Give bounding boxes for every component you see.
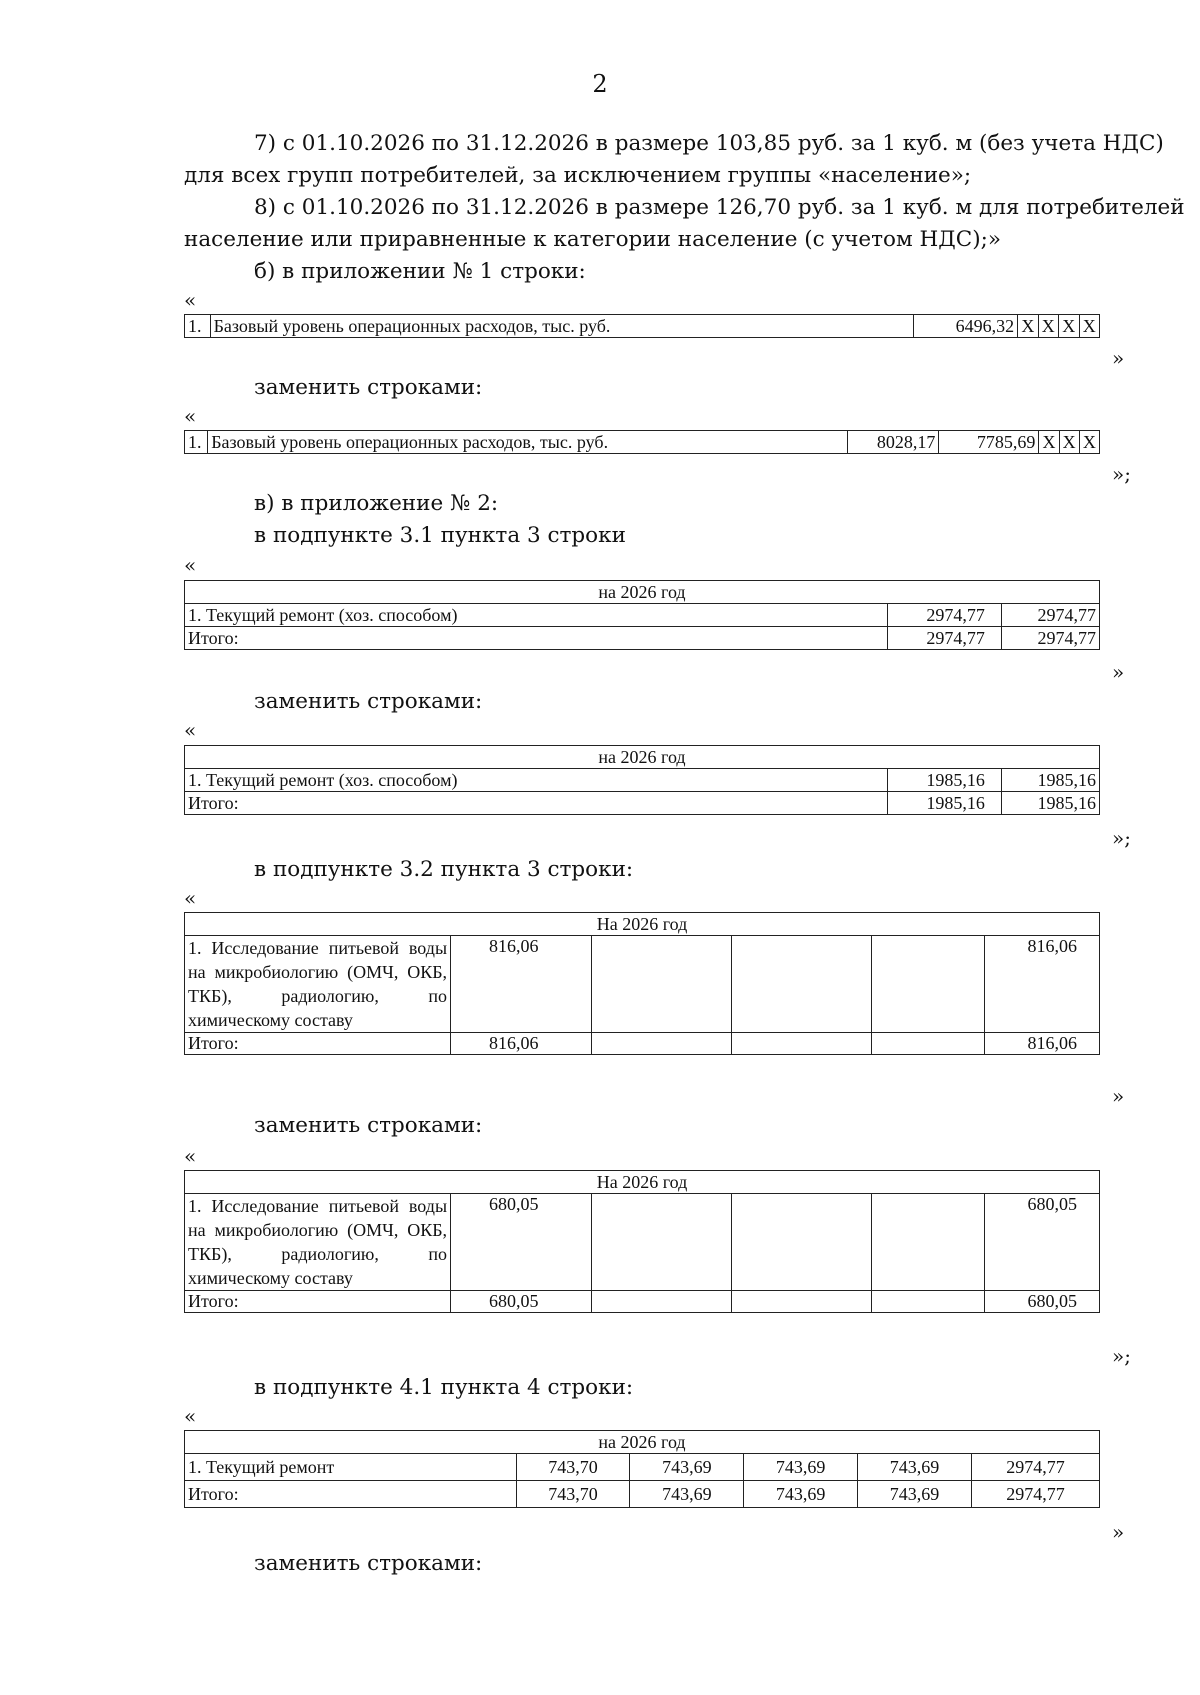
table-3-1-old xyxy=(184,580,1100,650)
empty-cell xyxy=(591,1194,731,1291)
row-label: Базовый уровень операционных расходов, тыс. руб. xyxy=(208,431,847,454)
empty-cell xyxy=(872,1291,985,1313)
empty-cell xyxy=(872,1194,985,1291)
item-7-line-2: для всех групп потребителей, за исключением группы «население»; xyxy=(184,163,972,188)
quarter-value: 743,69 xyxy=(630,1454,744,1481)
mark-cell: Х xyxy=(1039,431,1059,454)
empty-cell xyxy=(591,1033,731,1055)
close-quote-semicolon: »; xyxy=(1112,462,1131,486)
open-quote: « xyxy=(184,1404,197,1428)
mark-cell: Х xyxy=(1018,315,1038,338)
row-total: 1985,16 xyxy=(1001,769,1099,792)
close-quote: » xyxy=(1112,346,1125,370)
empty-cell xyxy=(872,936,985,1033)
row-label: Базовый уровень операционных расходов, тыс. руб. xyxy=(210,315,913,338)
subsection-3-2-heading: в подпункте 3.2 пункта 3 строки: xyxy=(254,857,634,882)
row-label: 1. Исследование питьевой воды на микробиологию (ОМЧ, ОКБ, ТКБ), радиологию, по химическому составу xyxy=(185,936,451,1033)
table-header: На 2026 год xyxy=(185,1171,1100,1194)
replace-label-1: заменить строками: xyxy=(254,375,483,400)
total-value: 1985,16 xyxy=(888,792,1001,815)
total-total: 680,05 xyxy=(984,1291,1099,1313)
quarter-total: 743,69 xyxy=(744,1481,858,1508)
empty-cell xyxy=(732,936,872,1033)
open-quote: « xyxy=(184,553,197,577)
total-total: 1985,16 xyxy=(1001,792,1099,815)
total-total: 2974,77 xyxy=(1001,627,1099,650)
mark-cell: Х xyxy=(1079,431,1099,454)
empty-cell xyxy=(732,1194,872,1291)
table-3-1-new xyxy=(184,745,1100,815)
row-label: 1. Текущий ремонт (хоз. способом) xyxy=(185,769,888,792)
total-label: Итого: xyxy=(185,1481,517,1508)
quarter-total: 743,70 xyxy=(516,1481,630,1508)
row-total: 2974,77 xyxy=(1001,604,1099,627)
grand-total: 2974,77 xyxy=(971,1481,1099,1508)
base-value: 6496,32 xyxy=(913,315,1017,338)
total-value: 2974,77 xyxy=(888,627,1001,650)
open-quote: « xyxy=(184,718,197,742)
item-8-line-2: население или приравненные к категории население (с учетом НДС);» xyxy=(184,227,1001,252)
table-app1-new xyxy=(184,430,1100,454)
replace-label-2: заменить строками: xyxy=(254,689,483,714)
open-quote: « xyxy=(184,404,197,428)
row-label: 1. Исследование питьевой воды на микробиологию (ОМЧ, ОКБ, ТКБ), радиологию, по химическому составу xyxy=(185,1194,451,1291)
total-label: Итого: xyxy=(185,627,888,650)
subsection-3-1-heading: в подпункте 3.1 пункта 3 строки xyxy=(254,523,626,548)
empty-cell xyxy=(732,1291,872,1313)
quarter-total: 743,69 xyxy=(858,1481,972,1508)
table-4-1-old xyxy=(184,1430,1100,1508)
empty-cell xyxy=(732,1033,872,1055)
row-value: 816,06 xyxy=(451,936,592,1033)
open-quote: « xyxy=(184,288,197,312)
empty-cell xyxy=(591,936,731,1033)
total-label: Итого: xyxy=(185,1291,451,1313)
mark-cell: Х xyxy=(1038,315,1058,338)
quarter-value: 743,70 xyxy=(516,1454,630,1481)
row-number: 1. xyxy=(185,315,211,338)
close-quote: » xyxy=(1112,1084,1125,1108)
page-number: 2 xyxy=(592,70,608,98)
mark-cell: Х xyxy=(1059,315,1079,338)
table-header: на 2026 год xyxy=(185,746,1100,769)
empty-cell xyxy=(591,1291,731,1313)
replace-label-3: заменить строками: xyxy=(254,1113,483,1138)
close-quote: » xyxy=(1112,660,1125,684)
item-8-line-1: 8) с 01.10.2026 по 31.12.2026 в размере 126,70 руб. за 1 куб. м для потребителей xyxy=(254,195,1185,220)
table-header: На 2026 год xyxy=(185,913,1100,936)
value-1: 8028,17 xyxy=(847,431,939,454)
quarter-value: 743,69 xyxy=(858,1454,972,1481)
table-header: на 2026 год xyxy=(185,1431,1100,1454)
table-header: на 2026 год xyxy=(185,581,1100,604)
total-label: Итого: xyxy=(185,792,888,815)
row-value: 2974,77 xyxy=(888,604,1001,627)
item-7-line-1: 7) с 01.10.2026 по 31.12.2026 в размере 103,85 руб. за 1 куб. м (без учета НДС) xyxy=(254,131,1164,156)
row-label: 1. Текущий ремонт (хоз. способом) xyxy=(185,604,888,627)
total-label: Итого: xyxy=(185,1033,451,1055)
close-quote-semicolon: »; xyxy=(1112,826,1131,850)
row-value: 680,05 xyxy=(451,1194,592,1291)
table-3-2-old xyxy=(184,912,1100,1055)
row-total: 680,05 xyxy=(984,1194,1099,1291)
mark-cell: Х xyxy=(1079,315,1100,338)
mark-cell: Х xyxy=(1059,431,1079,454)
close-quote-semicolon: »; xyxy=(1112,1344,1131,1368)
total-value: 816,06 xyxy=(451,1033,592,1055)
row-label: 1. Текущий ремонт xyxy=(185,1454,517,1481)
row-total: 2974,77 xyxy=(971,1454,1099,1481)
section-b-heading: б) в приложении № 1 строки: xyxy=(254,259,586,284)
section-v-heading: в) в приложение № 2: xyxy=(254,491,499,516)
value-2: 7785,69 xyxy=(939,431,1039,454)
open-quote: « xyxy=(184,1144,197,1168)
empty-cell xyxy=(872,1033,985,1055)
total-value: 680,05 xyxy=(451,1291,592,1313)
row-total: 816,06 xyxy=(984,936,1099,1033)
quarter-total: 743,69 xyxy=(630,1481,744,1508)
quarter-value: 743,69 xyxy=(744,1454,858,1481)
total-total: 816,06 xyxy=(984,1033,1099,1055)
row-value: 1985,16 xyxy=(888,769,1001,792)
close-quote: » xyxy=(1112,1520,1125,1544)
table-app1-old xyxy=(184,314,1100,338)
replace-label-4: заменить строками: xyxy=(254,1551,483,1576)
table-3-2-new xyxy=(184,1170,1100,1313)
open-quote: « xyxy=(184,886,197,910)
row-number: 1. xyxy=(185,431,208,454)
subsection-4-1-heading: в подпункте 4.1 пункта 4 строки: xyxy=(254,1375,634,1400)
